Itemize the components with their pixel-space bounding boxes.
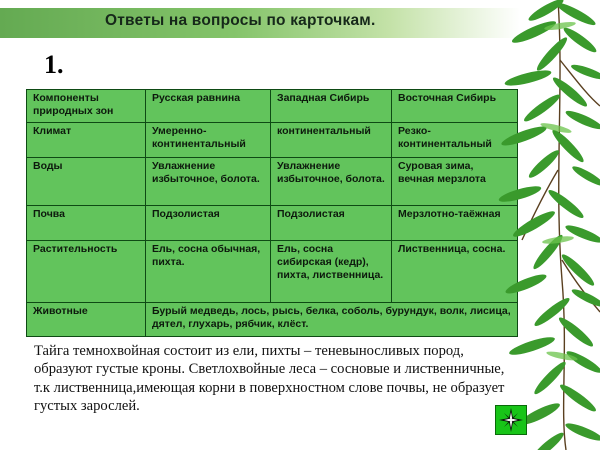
table-header-cell: Русская равнина xyxy=(146,90,271,123)
row-label: Животные xyxy=(27,303,146,337)
table-cell: Умеренно-континентальный xyxy=(146,123,271,158)
table-cell: Суровая зима, вечная мерзлота xyxy=(392,158,518,206)
table-cell: Лиственница, сосна. xyxy=(392,241,518,303)
explanation-paragraph: Тайга темнохвойная состоит из ели, пихты – теневыносливых пород, образуют густые кроны. Светлохвойные леса – сосновые и лиственничные, т.к лиственница,имеющая корни в поверхностном слове почвы, не образует густых зарослей. xyxy=(34,343,505,415)
table-cell: Резко-континентальный xyxy=(392,123,518,158)
table-row xyxy=(27,158,518,206)
table-cell: Ель, сосна сибирская (кедр), пихта, лиственница. xyxy=(271,241,392,303)
table-row xyxy=(27,206,518,241)
table-row xyxy=(27,123,518,158)
table-cell: Ель, сосна обычная, пихта. xyxy=(146,241,271,303)
table-header-cell: Компоненты природных зон xyxy=(27,90,146,123)
slide-title: Ответы на вопросы по карточкам. xyxy=(105,12,376,29)
compass-nav-button[interactable] xyxy=(495,405,527,435)
question-number: 1. xyxy=(44,50,64,79)
table-cell-merged: Бурый медведь, лось, рысь, белка, соболь, бурундук, волк, лисица, дятел, глухарь, рябчик, клёст. xyxy=(146,303,518,337)
table-header-cell: Восточная Сибирь xyxy=(392,90,518,123)
table-header-cell: Западная Сибирь xyxy=(271,90,392,123)
row-label: Климат xyxy=(27,123,146,158)
table-cell: Мерзлотно-таёжная xyxy=(392,206,518,241)
tree-branch-icon xyxy=(488,0,600,450)
row-label: Воды xyxy=(27,158,146,206)
table-cell: Увлажнение избыточное, болота. xyxy=(146,158,271,206)
table-cell: Подзолистая xyxy=(271,206,392,241)
table-cell: континентальный xyxy=(271,123,392,158)
table-header-row xyxy=(27,90,518,123)
table-row xyxy=(27,241,518,303)
row-label: Почва xyxy=(27,206,146,241)
compass-star-icon xyxy=(496,406,526,434)
table-cell: Увлажнение избыточное, болота. xyxy=(271,158,392,206)
table-row xyxy=(27,303,518,337)
row-label: Растительность xyxy=(27,241,146,303)
natural-zones-table xyxy=(26,89,518,337)
table-cell: Подзолистая xyxy=(146,206,271,241)
